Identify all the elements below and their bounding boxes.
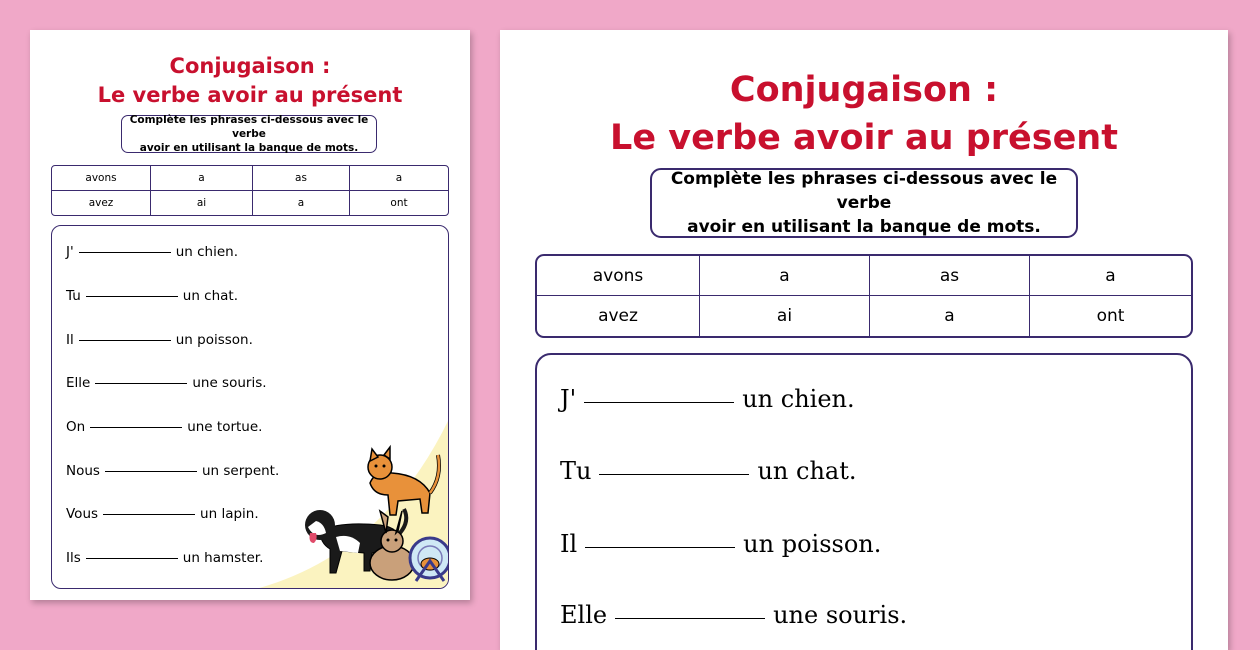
sentences-box: [51, 225, 449, 589]
sentence-subject: Vous: [66, 506, 99, 522]
sentence-row: [66, 506, 259, 522]
sentence-ending: un chat.: [182, 288, 239, 304]
word-bank-cell: as: [870, 256, 1030, 296]
sentence-ending: un hamster.: [182, 550, 264, 566]
instruction-box: [650, 168, 1078, 238]
sentence-ending: un chat.: [757, 457, 857, 485]
worksheet-zoomed[interactable]: [500, 30, 1228, 650]
worksheet-preview-small[interactable]: [30, 30, 470, 600]
sentence-row: [66, 332, 253, 348]
answer-blank[interactable]: [90, 427, 182, 428]
answer-blank[interactable]: [585, 547, 735, 548]
sentences-box: [535, 353, 1193, 650]
instruction-line-2: avoir en utilisant la banque de mots.: [139, 142, 359, 154]
word-bank-cell: avons: [52, 166, 151, 191]
page-title: [500, 66, 1228, 162]
word-bank-cell: a: [870, 296, 1030, 336]
answer-blank[interactable]: [95, 383, 187, 384]
word-bank-cell: a: [350, 166, 448, 191]
sentence-subject: Il: [66, 332, 74, 348]
sentence-ending: un chien.: [742, 385, 855, 413]
sentence-row: [66, 463, 279, 479]
sentence-row: [66, 375, 267, 391]
page-title: [30, 52, 470, 110]
answer-blank[interactable]: [86, 296, 178, 297]
word-bank-cell: ai: [700, 296, 870, 336]
sentence-subject: Elle: [560, 601, 608, 629]
pets-illustration: [280, 421, 448, 589]
sentence-ending: une souris.: [773, 601, 908, 629]
title-line-1: Conjugaison :: [169, 54, 331, 78]
answer-blank[interactable]: [103, 514, 195, 515]
word-bank-cell: ont: [390, 196, 408, 209]
hamster-wheel-icon: [410, 538, 448, 581]
sentence-subject: Ils: [66, 550, 81, 566]
sentence-ending: un chien.: [175, 244, 238, 260]
sentence-subject: Tu: [560, 457, 592, 485]
sentence-subject: J': [560, 385, 577, 413]
answer-blank[interactable]: [599, 474, 749, 475]
sentence-ending: un poisson.: [743, 530, 882, 558]
word-bank-cell: as: [253, 166, 350, 191]
sentence-row: [560, 601, 907, 629]
sentence-ending: un lapin.: [200, 506, 259, 522]
word-bank-cell: a: [253, 191, 350, 216]
answer-blank[interactable]: [86, 558, 178, 559]
answer-blank[interactable]: [584, 402, 734, 403]
title-line-1: Conjugaison :: [729, 70, 999, 110]
word-bank-table: [51, 165, 449, 216]
word-bank-cell: ai: [151, 191, 253, 216]
sentence-row: [66, 550, 263, 566]
sentence-subject: J': [66, 244, 74, 260]
word-bank-cell: a: [700, 256, 870, 296]
answer-blank[interactable]: [79, 252, 171, 253]
sentence-ending: une tortue.: [187, 419, 263, 435]
word-bank-table: [535, 254, 1193, 338]
sentence-row: [560, 457, 857, 485]
answer-blank[interactable]: [615, 618, 765, 619]
title-line-2: Le verbe avoir au présent: [610, 118, 1118, 158]
word-bank-cell: a: [1030, 256, 1191, 296]
cat-icon: [368, 447, 439, 515]
sentence-row: [560, 385, 855, 413]
sentence-row: [66, 419, 262, 435]
sentence-subject: Elle: [66, 375, 91, 391]
instruction-line-1: Complète les phrases ci-dessous avec le verbe: [129, 114, 369, 140]
answer-blank[interactable]: [105, 471, 197, 472]
sentence-ending: une souris.: [192, 375, 267, 391]
sentence-ending: un serpent.: [201, 463, 280, 479]
sentence-row: [66, 244, 238, 260]
title-line-2: Le verbe avoir au présent: [97, 83, 403, 107]
sentence-subject: On: [66, 419, 86, 435]
sentence-ending: un poisson.: [175, 332, 253, 348]
instruction-line-2: avoir en utilisant la banque de mots.: [687, 217, 1041, 237]
word-bank-cell: avons: [537, 256, 700, 296]
word-bank-cell: ont: [1096, 306, 1125, 326]
sentence-subject: Tu: [66, 288, 81, 304]
word-bank-cell: avez: [537, 296, 700, 336]
sentence-row: [560, 530, 881, 558]
answer-blank[interactable]: [79, 340, 171, 341]
sentence-subject: Il: [560, 530, 578, 558]
word-bank-cell: a: [151, 166, 253, 191]
instruction-line-1: Complète les phrases ci-dessous avec le verbe: [670, 169, 1058, 213]
sentence-subject: Nous: [66, 463, 100, 479]
sentence-row: [66, 288, 238, 304]
instruction-box: [121, 115, 377, 153]
word-bank-cell: avez: [52, 191, 151, 216]
